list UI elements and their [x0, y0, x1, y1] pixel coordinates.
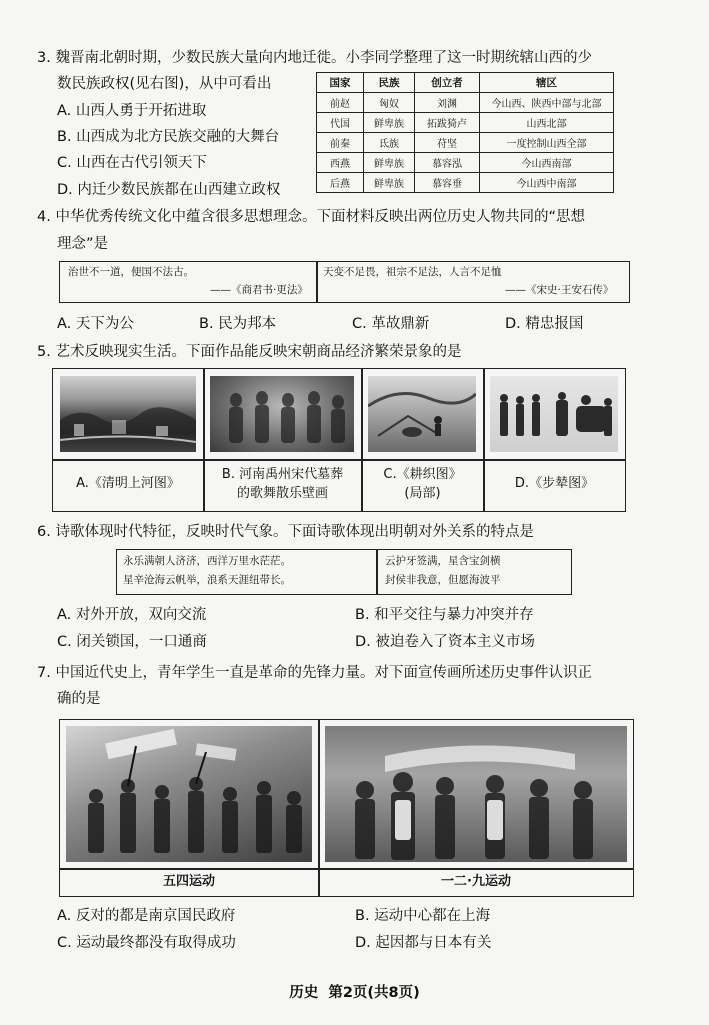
december-ninth-poster-image	[325, 726, 627, 862]
table-cell: 匈奴	[364, 93, 415, 113]
caption-december-ninth: 一二·九运动	[441, 874, 511, 889]
table-cell: 慕容垂	[415, 173, 480, 193]
q3-option-a: A. 山西人勇于开拓进取	[57, 103, 207, 119]
table-cell: 今山西中南部	[480, 173, 614, 193]
poem-left-line1: 永乐满朝人济济，西洋万里水茫茫。	[123, 555, 291, 567]
q7-option-a: A. 反对的都是南京国民政府	[57, 908, 236, 924]
table-cell: 西燕	[317, 153, 364, 173]
q5-stem: 5. 艺术反映现实生活。下面作品能反映宋朝商品经济繁荣景象的是	[37, 344, 462, 360]
table-cell: 鲜卑族	[364, 113, 415, 133]
table-cell: 今山西南部	[480, 153, 614, 173]
bunian-painting-image	[490, 376, 618, 452]
q6-option-b: B. 和平交往与暴力冲突并存	[355, 607, 534, 623]
table-cell: 代国	[317, 113, 364, 133]
q3-stem-line1: 3. 魏晋南北朝时期，少数民族大量向内地迁徙。小李同学整理了这一时期统辖山西的少	[37, 50, 592, 66]
q4-option-b: B. 民为邦本	[199, 316, 277, 332]
table-cell: 今山西、陕西中部与北部	[480, 93, 614, 113]
song-tomb-mural-image	[210, 376, 354, 452]
panel-divider	[318, 720, 320, 896]
q6-option-d: D. 被迫卷入了资本主义市场	[355, 634, 535, 650]
q7-stem-line1: 7. 中国近代史上，青年学生一直是革命的先锋力量。对下面宣传画所述历史事件认识正	[37, 665, 592, 681]
caption-may-fourth: 五四运动	[162, 874, 215, 889]
q4-quote-left: 治世不一道，便国不法古。	[68, 266, 194, 278]
q7-option-c: C. 运动最终都没有取得成功	[57, 935, 236, 951]
table-row	[317, 113, 614, 133]
song-tomb-mural-image	[210, 376, 354, 452]
gengzhi-painting-image	[368, 376, 476, 452]
table-header-row	[317, 73, 614, 93]
q3-option-b: B. 山西成为北方民族交融的大舞台	[57, 129, 280, 145]
table-row	[317, 153, 614, 173]
table-header-cell: 创立者	[415, 73, 480, 93]
table-cell: 山西北部	[480, 113, 614, 133]
caption-c-line2: (局部)	[404, 486, 441, 501]
poem-left-line2: 星辛沧海云帆举，浪系天涯纽带长。	[123, 574, 291, 586]
q4-quote-box	[59, 261, 630, 303]
q3-stem-line2: 数民族政权(见右图)，从中可看出	[57, 76, 272, 92]
q7-option-b: B. 运动中心都在上海	[355, 908, 491, 924]
q6-option-a: A. 对外开放，双向交流	[57, 607, 207, 623]
table-cell: 鲜卑族	[364, 173, 415, 193]
qingming-painting-image	[60, 376, 196, 452]
table-header-cell: 民族	[364, 73, 415, 93]
table-cell: 慕容泓	[415, 153, 480, 173]
q3-option-d: D. 内迁少数民族都在山西建立政权	[57, 182, 281, 198]
table-row	[317, 133, 614, 153]
bunian-painting-image	[490, 376, 618, 452]
table-cell: 一度控制山西全部	[480, 133, 614, 153]
poem-divider	[376, 550, 378, 594]
panel-divider	[60, 868, 633, 870]
panel-divider	[53, 459, 625, 461]
q3-regime-table	[316, 72, 614, 193]
q4-option-a: A. 天下为公	[57, 316, 134, 332]
table-cell: 前赵	[317, 93, 364, 113]
table-cell: 鲜卑族	[364, 153, 415, 173]
caption-c-line1: C.《耕织图》	[383, 467, 462, 482]
q4-stem-line1: 4. 中华优秀传统文化中蕴含很多思想理念。下面材料反映出两位历史人物共同的“思想	[37, 209, 585, 225]
q4-option-c: C. 革故鼎新	[352, 316, 430, 332]
q4-source-right: ——《宋史·王安石传》	[505, 284, 614, 296]
page-footer: 历史 第2页(共8页)	[289, 985, 420, 1001]
q4-option-d: D. 精忠报国	[505, 316, 584, 332]
q7-stem-line2: 确的是	[57, 691, 101, 707]
may-fourth-poster-image	[66, 726, 312, 862]
caption-b-line1: B. 河南禹州宋代墓葬	[221, 467, 344, 482]
table-cell: 苻坚	[415, 133, 480, 153]
gengzhi-painting-image	[368, 376, 476, 452]
q5-artwork-panel	[52, 368, 626, 512]
table-cell: 后燕	[317, 173, 364, 193]
q7-poster-panel	[59, 719, 634, 897]
table-header-cell: 辖区	[480, 73, 614, 93]
q4-source-left: ——《商君书·更法》	[210, 284, 308, 296]
poem-right-line2: 封侯非我意，但愿海波平	[385, 574, 501, 586]
caption-a: A.《清明上河图》	[76, 476, 180, 491]
qingming-painting-image	[60, 376, 196, 452]
q6-stem: 6. 诗歌体现时代特征，反映时代气象。下面诗歌体现出明朝对外关系的特点是	[37, 524, 534, 540]
q4-quote-right: 天变不足畏，祖宗不足法，人言不足恤	[323, 266, 502, 278]
table-cell: 氐族	[364, 133, 415, 153]
q6-option-c: C. 闭关锁国，一口通商	[57, 634, 207, 650]
quote-divider	[316, 262, 318, 302]
q3-option-c: C. 山西在古代引领天下	[57, 155, 207, 171]
table-row	[317, 93, 614, 113]
may-fourth-poster-image	[66, 726, 312, 862]
caption-b-line2: 的歌舞散乐壁画	[236, 486, 328, 501]
caption-d: D.《步辇图》	[514, 476, 595, 491]
poem-right-line1: 云护牙签满，星含宝剑横	[385, 555, 501, 567]
q4-stem-line2: 理念”是	[57, 236, 109, 252]
table-cell: 前秦	[317, 133, 364, 153]
q6-poem-box	[116, 549, 572, 595]
table-cell: 刘渊	[415, 93, 480, 113]
december-ninth-poster-image	[325, 726, 627, 862]
table-row	[317, 173, 614, 193]
table-cell: 拓跋猗卢	[415, 113, 480, 133]
q7-option-d: D. 起因都与日本有关	[355, 935, 492, 951]
table-header-cell: 国家	[317, 73, 364, 93]
